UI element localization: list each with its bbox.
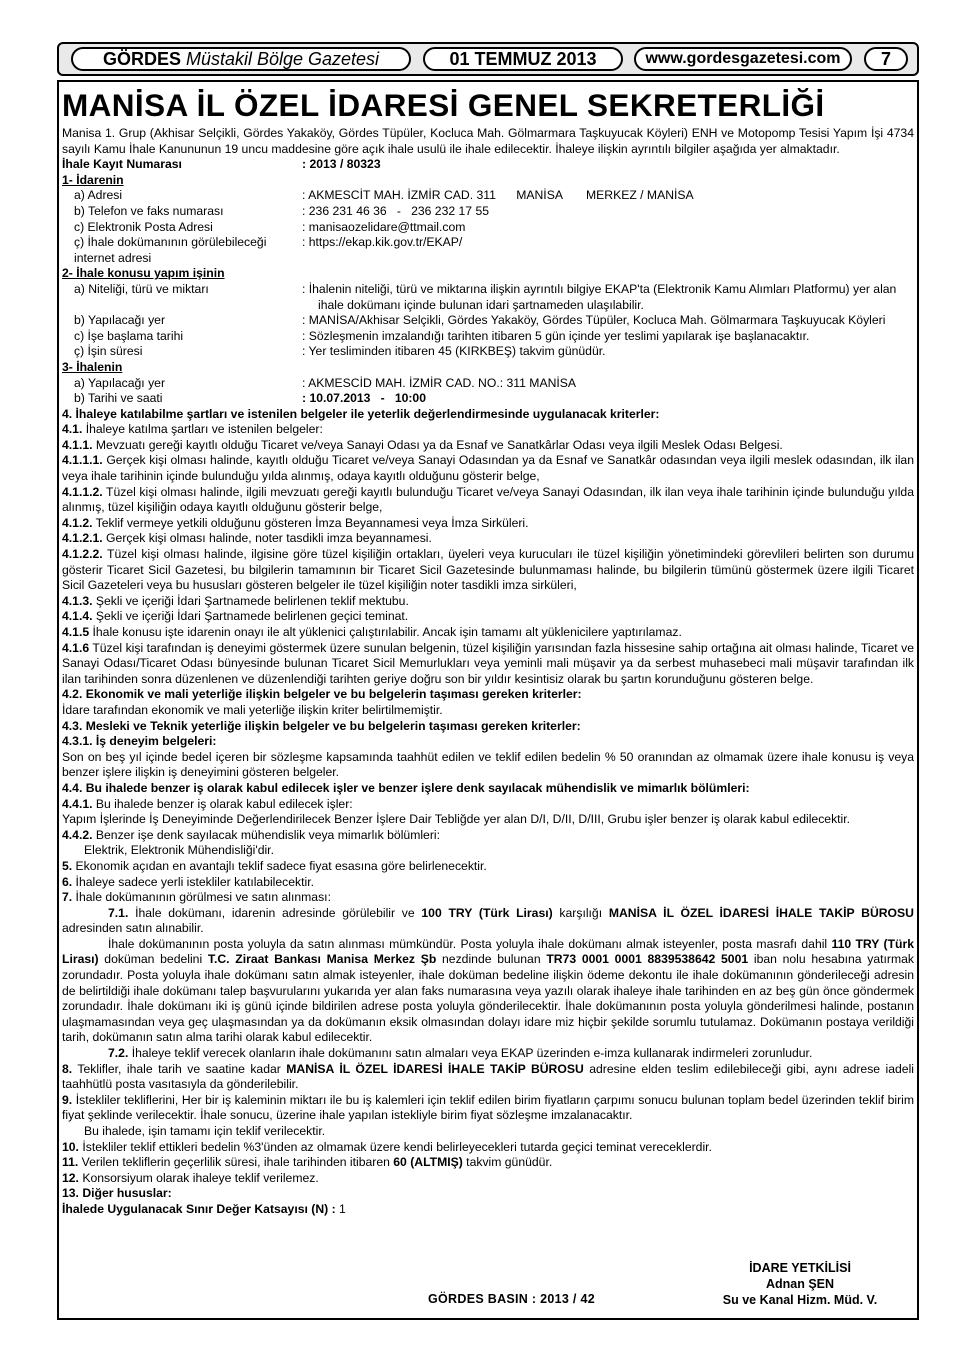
p42: 4.2. Ekonomik ve mali yeterliğe ilişkin belgeler ve bu belgelerin taşıması gereken kriterler:: [62, 687, 582, 702]
p413: 4.1.3. Şekli ve içeriği İdari Şartnamede belirlenen teklif mektubu.: [62, 593, 409, 608]
s1-row-a: a) Adresi : AKMESCİT MAH. İZMİR CAD. 311 MANİSA MERKEZ / MANİSA: [74, 188, 694, 203]
p4112: 4.1.1.2. Tüzel kişi olması halinde, ilgili mevzuatı gereği kayıtlı bulunduğu Ticaret ve/veya Sanayi Odasından, ilk ilan veya ihale tarihinin içinde bulunduğu yılda alınmış, tüzel kişiliğin odaya kayıtlı olduğunu gösterir belge,: [62, 484, 914, 515]
s2-row-a: a) Niteliği, türü ve miktarı : İhalenin niteliği, türü ve miktarına ilişkin ayrıntılı bilgiye EKAP'ta (Elektronik Kamu Alımları Platformu) yer alan ihale dokümanı içinde bulunan idari şartnameden ulaşılabilir.: [74, 281, 897, 312]
p441-text: Yapım İşlerinde İş Deneyiminde Değerlendirilecek Benzer İşlere Dair Tebliğde yer alan D/I, D/II, D/III, Grubu işler benzer iş olarak kabul edilecektir.: [62, 812, 851, 827]
s8: 8. Teklifler, ihale tarih ve saatine kadar MANİSA İL ÖZEL İDARESİ İHALE TAKİP BÜROSU adresine elden teslim edilebileceği gibi, aynı adrese iadeli taahhütlü posta vasıtasıyla da gönderilebilir.: [62, 1061, 914, 1092]
s3-row-b: b) Tarihi ve saati : 10.07.2013 - 10:00: [74, 391, 426, 406]
signature-block: [700, 1260, 900, 1308]
katsayi: İhalede Uygulanacak Sınır Değer Katsayısı (N) : 1: [62, 1201, 346, 1216]
section-2-title: 2- İhale konusu yapım işinin: [62, 266, 225, 281]
p441: 4.4.1. Bu ihalede benzer iş olarak kabul edilecek işler:: [62, 796, 353, 811]
s11: 11. Verilen tekliflerin geçerlilik süresi, ihale tarihinden itibaren 60 (ALTMIŞ) takvim günüdür.: [62, 1155, 553, 1170]
page-number: 7: [864, 47, 908, 71]
p411: 4.1.1. Mevzuatı gereği kayıtlı olduğu Ticaret ve/veya Sanayi Odası ya da Esnaf ve Sanatkârlar Odası veya ilgili Meslek Odası Belgesi.: [62, 437, 783, 452]
p414: 4.1.4. Şekli ve içeriği İdari Şartnamede belirlenen geçici teminat.: [62, 609, 409, 624]
s5: 5. Ekonomik açıdan en avantajlı teklif sadece fiyat esasına göre belirlenecektir.: [62, 858, 487, 873]
s2-row-b: b) Yapılacağı yer : MANİSA/Akhisar Selçikli, Gördes Yakaköy, Gördes Tüpüler, Kocluca Mah. Gölmarmara Taşkuyucak Köyleri: [74, 313, 886, 328]
p431-text: Son on beş yıl içinde bedel içeren bir sözleşme kapsamında taahhüt edilen ve teklif edilen bedelin % 50 oranından az olmamak üzere ihale konusu iş veya benzer işlere ilişkin iş deneyimini gösteren belgeler.: [62, 749, 914, 780]
p42-text: İdare tarafından ekonomik ve mali yeterliğe ilişkin kriter belirtilmemiştir.: [62, 702, 443, 717]
newspaper-header: [57, 42, 919, 76]
kayit-row: İhale Kayıt Numarası : 2013 / 80323: [62, 157, 381, 172]
s2-row-c: c) İşe başlama tarihi : Sözleşmenin imzalandığı tarihten itibaren 5 gün içinde yer teslimi yapılarak işe başlanacaktır.: [74, 328, 810, 343]
signature-role: Su ve Kanal Hizm. Müd. V.: [722, 1293, 878, 1307]
p44: 4.4. Bu ihalede benzer iş olarak kabul edilecek işler ve benzer işlere denk sayılacak mühendislik ve mimarlık bölümleri:: [62, 780, 750, 795]
announcement-body: [62, 86, 914, 1218]
signature-name: Adnan ŞEN: [765, 1277, 835, 1291]
s1-row-c: c) Elektronik Posta Adresi : manisaozelidare@ttmail.com: [74, 219, 466, 234]
s7: 7. İhale dokümanının görülmesi ve satın alınması:: [62, 890, 331, 905]
issue-date: 01 TEMMUZ 2013: [423, 47, 623, 71]
section-1-title: 1- İdarenin: [62, 172, 124, 187]
website-link[interactable]: www.gordesgazetesi.com: [634, 47, 852, 71]
s2-row-d: ç) İşin süresi : Yer tesliminden itibaren 45 (KIRKBEŞ) takvim günüdür.: [74, 344, 606, 359]
announcement-title: MANİSA İL ÖZEL İDARESİ GENEL SEKRETERLİĞİ: [62, 87, 825, 123]
p4121: 4.1.2.1. Gerçek kişi olması halinde, noter tasdikli imza beyannamesi.: [62, 531, 432, 546]
p442: 4.4.2. Benzer işe denk sayılacak mühendislik veya mimarlık bölümleri:: [62, 827, 440, 842]
p415: 4.1.5 İhale konusu işte idarenin onayı ile alt yüklenici çalıştırılabilir. Ancak işin tamamı alt yüklenicilere yaptırılamaz.: [62, 625, 682, 639]
p416: 4.1.6 Tüzel kişi tarafından iş deneyimi göstermek üzere sunulan belgenin, tüzel kişiliğin yarısından fazla hissesine sahip ortağına ait olması halinde, Ticaret ve Sanayi Odası/Ticaret Odası bünyesinde bulunan Ticaret Sicil Memurlukları veya yeminli mali müşavir ya da serbest muhasebeci mali müşavir tarafından ilk ilan tarihinden sonra düzenlenen ve düzenlendiği tarihten geriye doğru son bir yıldır kesintisiz olarak bu şartın korunduğunu gösteren belge.: [62, 640, 914, 686]
p4122: 4.1.2.2. Tüzel kişi olması halinde, ilgisine göre tüzel kişiliğin ortakları, üyeleri veya kurucuları ile tüzel kişiliğin yönetimindeki görevlileri belirten son durumu gösterir Ticaret Sicil Gazetesi, bu bilgilerin tamamının bir Ticaret Sicil Gazetesinde bulunmaması halinde, bu bilgilerin tümünü göstermek üzere ilgili Ticaret Sicil Gazeteleri veya bu hususları gösteren belgeler ile tüzel kişiliğin noter tasdikli imza sirküleri,: [62, 547, 914, 593]
basin-code: GÖRDES BASIN : 2013 / 42: [428, 1292, 595, 1306]
p43: 4.3. Mesleki ve Teknik yeterliğe ilişkin belgeler ve bu belgelerin taşıması gereken kriterler:: [62, 718, 581, 733]
p412: 4.1.2. Teklif vermeye yetkili olduğunu gösteren İmza Beyannamesi veya İmza Sirküleri.: [62, 515, 529, 530]
s9b: Bu ihalede, işin tamamı için teklif verilecektir.: [84, 1124, 326, 1138]
s71: 7.1. İhale dokümanı, idarenin adresinde görülebilir ve 100 TRY (Türk Lirası) karşılığı MANİSA İL ÖZEL İDARESİ İHALE TAKİP BÜROSU adresinden satın alınabilir.: [62, 905, 914, 936]
s3-row-a: a) Yapılacağı yer : AKMESCİD MAH. İZMİR CAD. NO.: 311 MANİSA: [74, 375, 577, 390]
s71b: İhale dokümanının posta yoluyla da satın alınması mümkündür. Posta yoluyla ihale dokümanı almak isteyenler, posta masrafı dahil 110 TRY (Türk Lirası) doküman bedelini T.C. Ziraat Bankası Manisa Merkez Şb nezdinde bulunan TR73 0001 0001 8839538642 5001 iban nolu hesabına yatırmak zorundadır. Posta yoluyla ihale dokümanı satın almak isteyenler, ihale doküman bedeline ilişkin ödeme dekontu ile ihale dokümanının gönderileceği adresin de belirtildiği ihale dokümanı talep başvurularını yukarıda yer alan faks numarasına veya yazılı olarak ihaleye ihale tarihinden en az beş gün önce göndermek zorundadır. İhale dokümanı iki iş günü içinde bildirilen adrese posta yoluyla gönderilecektir. İhale dokümanının posta yoluyla gönderilmesi halinde, postanın ulaşmamasından veya geç ulaşmasından ya da dokümanın eksik olmasından dolayı idare miz hiçbir şekilde sorumlu tutulamaz. Dokümanın postaya verildiği tarih, dokümanın satın alma tarihi olarak kabul edilecektir.: [62, 936, 914, 1045]
section-4-title: 4. İhaleye katılabilme şartları ve istenilen belgeler ile yeterlik değerlendirmesinde uygulanacak kriterler:: [62, 406, 660, 421]
s1-row-d: ç) İhale dokümanının görülebileceği internet adresi : https://ekap.kik.gov.tr/EKAP/: [74, 235, 463, 265]
s72: 7.2. İhaleye teklif verecek olanların ihale dokümanını satın almaları veya EKAP üzerinden e-imza kullanarak indirmeleri zorunludur.: [108, 1046, 813, 1061]
s13: 13. Diğer hususlar:: [62, 1186, 172, 1201]
s9: 9. İstekliler tekliflerini, Her bir iş kaleminin miktarı ile bu iş kalemleri için teklif edilen birim fiyatların çarpımı sonucu bulunan toplam bedel üzerinden teklif birim fiyat şeklinde verilecektir. İhale sonucu, üzerine ihale yapılan istekliyle birim fiyat sözleşme imzalanacaktır.: [62, 1092, 914, 1123]
section-3-title: 3- İhalenin: [62, 359, 123, 374]
s12: 12. Konsorsiyum olarak ihaleye teklif verilemez.: [62, 1170, 319, 1185]
p431: 4.3.1. İş deneyim belgeleri:: [62, 734, 217, 749]
signature-title: İDARE YETKİLİSİ: [749, 1261, 851, 1275]
newspaper-name: GÖRDES Müstakil Bölge Gazetesi: [71, 47, 411, 71]
p442-text: Elektrik, Elektronik Mühendisliği'dir.: [84, 843, 274, 858]
s1-row-b: b) Telefon ve faks numarası : 236 231 46 36 - 236 232 17 55: [74, 203, 490, 218]
s6: 6. İhaleye sadece yerli istekliler katılabilecektir.: [62, 874, 314, 889]
s10: 10. İstekliler teklif ettikleri bedelin %3'ünden az olmamak üzere kendi belirleyecekleri tutarda geçici teminat vereceklerdir.: [62, 1139, 712, 1154]
p41: 4.1. İhaleye katılma şartları ve istenilen belgeler:: [62, 422, 323, 437]
intro-paragraph: Manisa 1. Grup (Akhisar Selçikli, Gördes Yakaköy, Gördes Tüpüler, Kocluca Mah. Gölmarmara Taşkuyucak Köyleri) ENH ve Motopomp Tesisi Yapım İşi 4734 sayılı Kamu İhale Kanununun 19 uncu maddesine göre açık ihale usulü ile ihale edilecektir. İhaleye ilişkin ayrıntılı bilgiler aşağıda yer almaktadır.: [62, 126, 914, 156]
p4111: 4.1.1.1. Gerçek kişi olması halinde, kayıtlı olduğu Ticaret ve/veya Sanayi Odasından ya da Esnaf ve Sanatkâr odasından veya ilgili meslek odasından, ilk ilan veya ihale tarihinin içinde bulunduğu yılda alınmış, odaya kayıtlı olduğunu gösterir belge,: [62, 453, 914, 484]
